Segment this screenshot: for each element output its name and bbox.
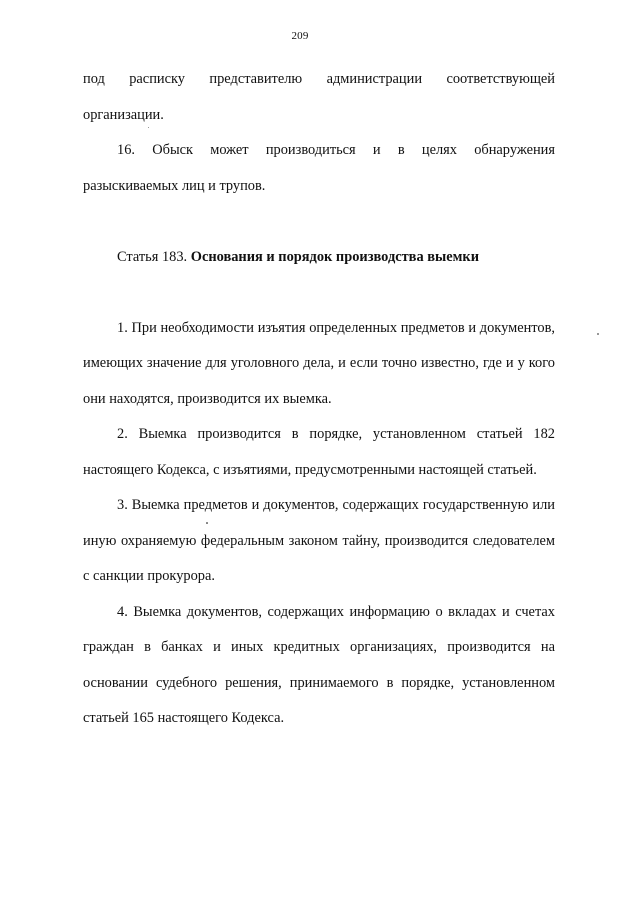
paragraph-16: 16. Обыск может производиться и в целях обнаружения разыскиваемых лиц и трупов. bbox=[83, 142, 555, 194]
scan-speck bbox=[148, 127, 149, 128]
article-item-3: 3. Выемка предметов и документов, содержащих государственную или иную охраняемую федеральным законом тайну, производится следователем с санкции прокурора. bbox=[83, 497, 555, 584]
article-item-1: 1. При необходимости изъятия определенных предметов и документов, имеющих значение для уголовного дела, и если точно известно, где и у кого они находятся, производится их выемка. bbox=[83, 319, 555, 407]
paragraph-continuation: под расписку представителю администрации соответствующей организации. bbox=[83, 71, 555, 123]
section-gap bbox=[83, 275, 555, 311]
section-gap bbox=[83, 204, 555, 240]
article-item-4: 4. Выемка документов, содержащих информацию о вкладах и счетах граждан в банках и иных кредитных организациях, производится на основании судебного решения, принимаемого в порядке, установленном статьей 165 настоящего Кодекса. bbox=[83, 603, 555, 726]
page-number: 209 bbox=[291, 30, 309, 42]
article-item-2: 2. Выемка производится в порядке, установленном статьей 182 настоящего Кодекса, с изъятиями, предусмотренными настоящей статьей. bbox=[83, 426, 555, 478]
article-heading bbox=[83, 240, 555, 276]
scan-speck bbox=[206, 522, 208, 524]
article-title: Основания и порядок производства выемки bbox=[190, 248, 480, 265]
document-body bbox=[83, 62, 555, 737]
article-number: Статья 183. bbox=[117, 248, 188, 265]
scan-speck bbox=[597, 333, 599, 335]
